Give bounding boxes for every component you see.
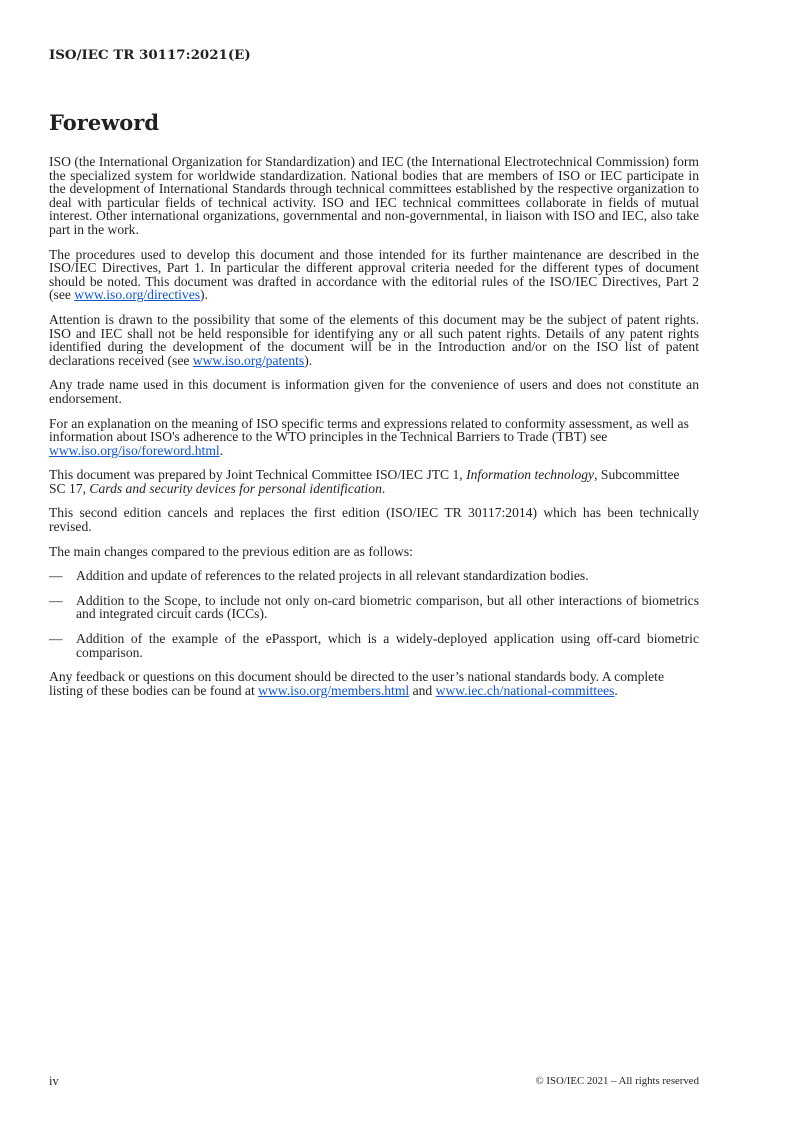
paragraph-text: , Subcommittee SC 17, — [49, 467, 680, 496]
link-iec-national-committees[interactable]: www.iec.ch/national-committees — [435, 682, 615, 698]
list-item — [49, 594, 699, 621]
paragraph-patents — [49, 313, 699, 367]
paragraph-conformity — [49, 417, 699, 458]
paragraph-text: This document was prepared by Joint Technical Committee ISO/IEC JTC 1, — [49, 467, 467, 483]
foreword-body — [49, 155, 699, 708]
paragraph-text: and — [409, 682, 436, 698]
list-item — [49, 632, 699, 659]
list-item-text: Addition of the example of the ePassport, which is a widely-deployed application using off-card biometric comparison. — [76, 631, 699, 660]
dash-bullet: — — [49, 568, 63, 584]
paragraph-prepared-by — [49, 468, 699, 495]
copyright-notice: © ISO/IEC 2021 – All rights reserved — [535, 1075, 699, 1087]
link-iso-members[interactable]: www.iso.org/members.html — [258, 682, 410, 698]
paragraph-text: For an explanation on the meaning of ISO specific terms and expressions related to conformity assessment, as well as information about ISO's adherence to the WTO principles in the Technical Barriers to Trade (TBT) see — [49, 415, 689, 445]
link-iso-patents[interactable]: www.iso.org/patents — [192, 352, 305, 368]
paragraph-text: . — [381, 480, 386, 496]
list-item — [49, 569, 699, 583]
paragraph-text: . — [219, 442, 224, 458]
paragraph-procedures — [49, 248, 699, 302]
dash-bullet: — — [49, 592, 63, 608]
paragraph-text: The procedures used to develop this document and those intended for its further maintenance are described in the ISO/IEC Directives, Part 1. In particular the different approval criteria needed for the different types of document should be noted. This document was drafted in accordance with the editorial rules of the ISO/IEC Directives, Part 2 (see — [49, 246, 699, 303]
paragraph-text: . — [614, 682, 618, 698]
subcommittee-name: Cards and security devices for personal identification — [89, 480, 382, 496]
paragraph-iso-iec-intro: ISO (the International Organization for Standardization) and IEC (the International Electrotechnical Commission) form the specialized system for worldwide standardization. National bodies that are members of ISO or IEC participate in the development of International Standards through technical committees established by the respective organization to deal with particular fields of technical activity. ISO and IEC technical committees collaborate in fields of mutual interest. Other international organizations, governmental and non-governmental, in liaison with ISO and IEC, also take part in the work. — [49, 154, 699, 237]
paragraph-main-changes-intro: The main changes compared to the previous edition are as follows: — [49, 543, 413, 559]
page-title: Foreword — [49, 110, 160, 135]
paragraph-feedback — [49, 670, 699, 697]
link-iso-foreword[interactable]: www.iso.org/iso/foreword.html — [49, 442, 220, 458]
paragraph-text: ). — [200, 287, 208, 303]
link-iso-directives[interactable]: www.iso.org/directives — [74, 287, 201, 303]
dash-bullet: — — [49, 631, 63, 647]
paragraph-text: Attention is drawn to the possibility that some of the elements of this document may be the subject of patent rights. ISO and IEC shall not be held responsible for identifying any or all such patent rights. Details of any patent rights identified during the development of the document will be in the Introduction and/or on the ISO list of patent declarations received (see — [49, 311, 699, 368]
document-id-header: ISO/IEC TR 30117:2021(E) — [49, 47, 251, 63]
committee-name: Information technology — [466, 467, 595, 483]
list-item-text: Addition and update of references to the related projects in all relevant standardization bodies. — [76, 568, 589, 584]
list-item-text: Addition to the Scope, to include not only on-card biometric comparison, but all other interactions of biometrics and integrated circuit cards (ICCs). — [76, 592, 699, 622]
paragraph-text: ). — [304, 352, 313, 368]
paragraph-second-edition: This second edition cancels and replaces the first edition (ISO/IEC TR 30117:2014) which has been technically revised. — [49, 505, 699, 535]
paragraph-trade-name: Any trade name used in this document is information given for the convenience of users and does not constitute an endorsement. — [49, 377, 699, 406]
page-number: iv — [49, 1074, 59, 1088]
paragraph-text: Any feedback or questions on this document should be directed to the user’s national standards body. A complete listing of these bodies can be found at — [49, 669, 664, 698]
